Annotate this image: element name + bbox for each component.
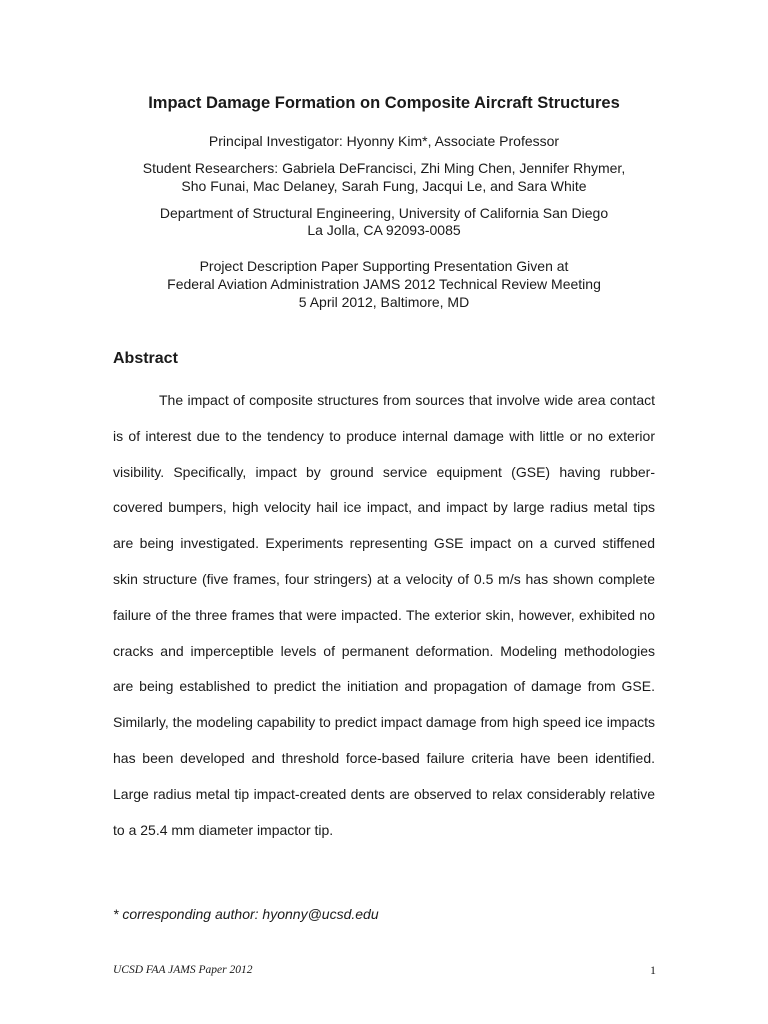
department-line-2: La Jolla, CA 92093-0085	[307, 222, 461, 238]
paper-title: Impact Damage Formation on Composite Aircraft Structures	[148, 94, 620, 112]
student-researchers-line-1: Student Researchers: Gabriela DeFrancisci, Zhi Ming Chen, Jennifer Rhymer,	[142, 160, 626, 176]
corresponding-author-footnote: * corresponding author: hyonny@ucsd.edu	[113, 906, 379, 922]
student-researchers-line-2: Sho Funai, Mac Delaney, Sarah Fung, Jacqui Le, and Sara White	[181, 178, 587, 194]
department-line-1: Department of Structural Engineering, University of California San Diego	[159, 205, 609, 221]
page-number: 1	[650, 963, 656, 977]
running-footer: UCSD FAA JAMS Paper 2012	[113, 964, 253, 976]
presentation-line-2: Federal Aviation Administration JAMS 2012 Technical Review Meeting	[167, 276, 601, 292]
principal-investigator: Principal Investigator: Hyonny Kim*, Associate Professor	[208, 133, 560, 149]
abstract-heading: Abstract	[113, 350, 178, 367]
presentation-line-3: 5 April 2012, Baltimore, MD	[298, 294, 470, 310]
abstract-paragraph: The impact of composite structures from sources that involve wide area contact is of interest due to the tendency to produce internal damage with little or no exterior visibility. Specifically, impact by ground service equipment (GSE) having rubber-covered bumpers, high velocity hail ice impact, and impact by large radius metal tips are being investigated. Experiments representing GSE impact on a curved stiffened skin structure (five frames, four stringers) at a velocity of 0.5 m/s has shown complete failure of the three frames that were impacted. The exterior skin, however, exhibited no cracks and imperceptible levels of permanent deformation. Modeling methodologies are being established to predict the initiation and propagation of damage from GSE. Similarly, the modeling capability to predict impact damage from high speed ice impacts has been developed and threshold force-based failure criteria have been identified. Large radius metal tip impact-created dents are observed to relax considerably relative to a 25.4 mm diameter impactor tip.	[113, 392, 655, 838]
presentation-line-1: Project Description Paper Supporting Presentation Given at	[199, 258, 569, 274]
